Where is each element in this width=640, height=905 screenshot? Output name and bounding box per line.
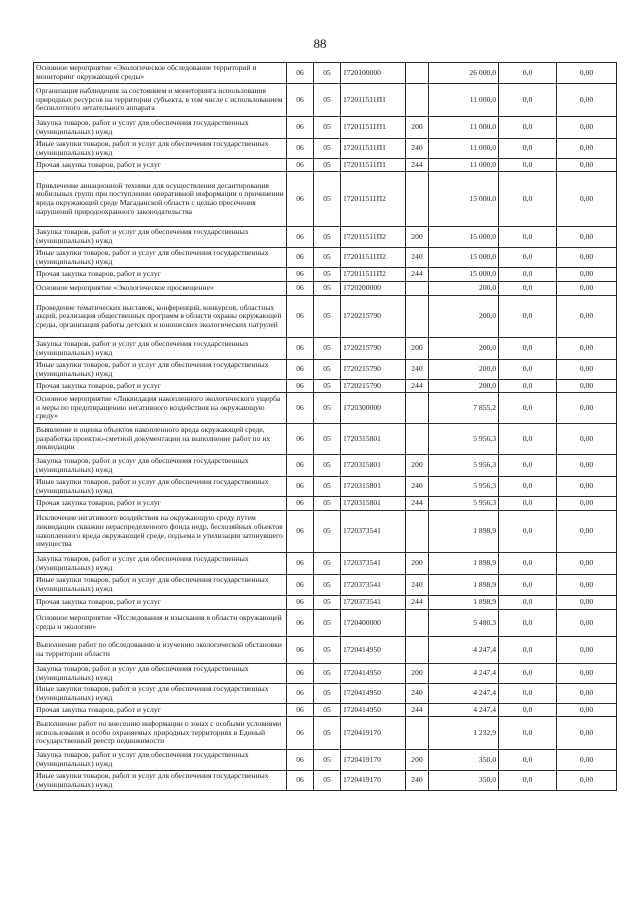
section-code-cell: 06 — [287, 360, 314, 380]
target-article-cell: 1720300000 — [341, 393, 406, 424]
amount-cell: 200,0 — [429, 296, 499, 338]
expense-name-cell: Выявление и оценка объектов накопленного вреда окружающей среде, разработка проектно-сметной документации на выполнение работ по их ликвидации — [34, 424, 287, 455]
expense-type-cell: 200 — [406, 338, 429, 360]
expense-type-cell: 240 — [406, 248, 429, 268]
target-article-cell: 1720419170 — [341, 750, 406, 771]
target-article-cell: 1720315801 — [341, 424, 406, 455]
amount-cell: 11 000,0 — [429, 139, 499, 159]
expense-type-cell: 244 — [406, 268, 429, 282]
target-article-cell: 1720100000 — [341, 63, 406, 84]
target-article-cell: 1720414950 — [341, 637, 406, 664]
subsection-code-cell: 05 — [314, 455, 341, 477]
value-2-cell: 0,0 — [499, 268, 557, 282]
value-2-cell: 0,0 — [499, 424, 557, 455]
value-2-cell: 0,0 — [499, 159, 557, 172]
target-article-cell: 1720215790 — [341, 360, 406, 380]
expense-type-cell — [406, 84, 429, 117]
table-row — [34, 338, 617, 360]
section-code-cell: 06 — [287, 84, 314, 117]
table-row — [34, 497, 617, 511]
section-code-cell: 06 — [287, 477, 314, 497]
value-2-cell: 0,0 — [499, 610, 557, 637]
expense-type-cell — [406, 172, 429, 227]
target-article-cell: 1720419170 — [341, 717, 406, 750]
value-2-cell: 0,0 — [499, 63, 557, 84]
section-code-cell: 06 — [287, 637, 314, 664]
value-3-cell: 0,00 — [557, 511, 617, 553]
subsection-code-cell: 05 — [314, 664, 341, 684]
subsection-code-cell: 05 — [314, 296, 341, 338]
expense-name-cell: Закупка товаров, работ и услуг для обеспечения государственных (муниципальных) нужд — [34, 455, 287, 477]
value-2-cell: 0,0 — [499, 637, 557, 664]
amount-cell: 350,0 — [429, 750, 499, 771]
value-3-cell: 0,00 — [557, 84, 617, 117]
table-row — [34, 704, 617, 717]
section-code-cell: 06 — [287, 172, 314, 227]
value-3-cell: 0,00 — [557, 139, 617, 159]
expense-name-cell: Основное мероприятие «Экологическое просвещение» — [34, 282, 287, 296]
target-article-cell: 1720373541 — [341, 553, 406, 575]
expense-name-cell: Исключение негативного воздействия на окружающую среду путем ликвидации скважин нераспределенного фонда недр, бесхозяйных объектов накопленного вреда окружающей среде, подъема и утилизации затонувшего имущества — [34, 511, 287, 553]
value-3-cell: 0,00 — [557, 704, 617, 717]
subsection-code-cell: 05 — [314, 704, 341, 717]
value-2-cell: 0,0 — [499, 248, 557, 268]
expense-name-cell: Проведение тематических выставок, конференций, конкурсов, областных акций, реализация общественных программ в области охраны окружающей среды, организация работы детских и юношеских экологических патрулей — [34, 296, 287, 338]
subsection-code-cell: 05 — [314, 172, 341, 227]
expense-name-cell: Основное мероприятие «Исследования и изыскания в области окружающей среды и экологии» — [34, 610, 287, 637]
subsection-code-cell: 05 — [314, 717, 341, 750]
amount-cell: 4 247,4 — [429, 684, 499, 704]
table-row — [34, 750, 617, 771]
subsection-code-cell: 05 — [314, 248, 341, 268]
amount-cell: 1 898,9 — [429, 596, 499, 610]
target-article-cell: 1720315801 — [341, 477, 406, 497]
expense-type-cell: 240 — [406, 477, 429, 497]
subsection-code-cell: 05 — [314, 84, 341, 117]
section-code-cell: 06 — [287, 248, 314, 268]
amount-cell: 5 956,3 — [429, 455, 499, 477]
page-number: 88 — [313, 36, 327, 51]
section-code-cell: 06 — [287, 380, 314, 393]
section-code-cell: 06 — [287, 139, 314, 159]
section-code-cell: 06 — [287, 511, 314, 553]
subsection-code-cell: 05 — [314, 424, 341, 455]
value-2-cell: 0,0 — [499, 477, 557, 497]
expense-name-cell: Закупка товаров, работ и услуг для обеспечения государственных (муниципальных) нужд — [34, 117, 287, 139]
expense-name-cell: Иные закупки товаров, работ и услуг для обеспечения государственных (муниципальных) нужд — [34, 477, 287, 497]
subsection-code-cell: 05 — [314, 596, 341, 610]
table-row — [34, 717, 617, 750]
value-3-cell: 0,00 — [557, 771, 617, 791]
amount-cell: 11 000,0 — [429, 84, 499, 117]
subsection-code-cell: 05 — [314, 117, 341, 139]
target-article-cell: 172011511П2 — [341, 227, 406, 248]
section-code-cell: 06 — [287, 393, 314, 424]
amount-cell: 1 898,9 — [429, 511, 499, 553]
expense-type-cell: 244 — [406, 159, 429, 172]
value-2-cell: 0,0 — [499, 117, 557, 139]
amount-cell: 15 000,0 — [429, 268, 499, 282]
target-article-cell: 1720419170 — [341, 771, 406, 791]
subsection-code-cell: 05 — [314, 282, 341, 296]
value-3-cell: 0,00 — [557, 248, 617, 268]
expense-name-cell: Основное мероприятие «Экологическое обследование территорий и мониторинг окружающей среды» — [34, 63, 287, 84]
expense-type-cell: 200 — [406, 664, 429, 684]
target-article-cell: 1720373541 — [341, 575, 406, 596]
section-code-cell: 06 — [287, 497, 314, 511]
subsection-code-cell: 05 — [314, 380, 341, 393]
value-3-cell: 0,00 — [557, 338, 617, 360]
section-code-cell: 06 — [287, 159, 314, 172]
amount-cell: 200,0 — [429, 338, 499, 360]
value-2-cell: 0,0 — [499, 84, 557, 117]
value-3-cell: 0,00 — [557, 664, 617, 684]
subsection-code-cell: 05 — [314, 477, 341, 497]
subsection-code-cell: 05 — [314, 268, 341, 282]
value-3-cell: 0,00 — [557, 497, 617, 511]
amount-cell: 1 898,9 — [429, 553, 499, 575]
expense-name-cell: Закупка товаров, работ и услуг для обеспечения государственных (муниципальных) нужд — [34, 338, 287, 360]
value-3-cell: 0,00 — [557, 596, 617, 610]
expense-type-cell: 244 — [406, 380, 429, 393]
target-article-cell: 172011511П2 — [341, 268, 406, 282]
table-row — [34, 637, 617, 664]
table-row — [34, 424, 617, 455]
table-row — [34, 664, 617, 684]
expense-name-cell: Выполнение работ по внесению информации о зонах с особыми условиями использования и особо охраняемых природных территориях в Единый государственный реестр недвижимости — [34, 717, 287, 750]
table-row — [34, 84, 617, 117]
expense-name-cell: Прочая закупка товаров, работ и услуг — [34, 704, 287, 717]
table-row — [34, 159, 617, 172]
section-code-cell: 06 — [287, 684, 314, 704]
table-row — [34, 172, 617, 227]
target-article-cell: 1720373541 — [341, 596, 406, 610]
target-article-cell: 1720215790 — [341, 296, 406, 338]
value-2-cell: 0,0 — [499, 393, 557, 424]
value-2-cell: 0,0 — [499, 296, 557, 338]
table-row — [34, 360, 617, 380]
table-row — [34, 268, 617, 282]
amount-cell: 4 247,4 — [429, 704, 499, 717]
expense-type-cell: 200 — [406, 227, 429, 248]
table-row — [34, 248, 617, 268]
target-article-cell: 172011511П1 — [341, 117, 406, 139]
expense-type-cell: 200 — [406, 553, 429, 575]
value-3-cell: 0,00 — [557, 424, 617, 455]
expense-name-cell: Закупка товаров, работ и услуг для обеспечения государственных (муниципальных) нужд — [34, 664, 287, 684]
expense-name-cell: Организация наблюдения за состоянием и мониторинга использования природных ресурсов на территории субъекта, в том числе с использованием беспилотного летательного аппарата — [34, 84, 287, 117]
amount-cell: 11 000,0 — [429, 117, 499, 139]
value-3-cell: 0,00 — [557, 750, 617, 771]
expense-type-cell: 200 — [406, 117, 429, 139]
value-2-cell: 0,0 — [499, 172, 557, 227]
expense-name-cell: Привлечение авиационной техники для осуществления десантирования мобильных групп при поступлении оперативной информации о причинении вреда окружающей среде Магаданской области с целью пресечения нарушений природоохранного законодательства — [34, 172, 287, 227]
value-3-cell: 0,00 — [557, 637, 617, 664]
section-code-cell: 06 — [287, 717, 314, 750]
expense-name-cell: Иные закупки товаров, работ и услуг для обеспечения государственных (муниципальных) нужд — [34, 248, 287, 268]
section-code-cell: 06 — [287, 338, 314, 360]
amount-cell: 11 000,0 — [429, 159, 499, 172]
expense-name-cell: Иные закупки товаров, работ и услуг для обеспечения государственных (муниципальных) нужд — [34, 575, 287, 596]
amount-cell: 7 855,2 — [429, 393, 499, 424]
value-3-cell: 0,00 — [557, 393, 617, 424]
subsection-code-cell: 05 — [314, 771, 341, 791]
target-article-cell: 172011511П2 — [341, 248, 406, 268]
value-3-cell: 0,00 — [557, 360, 617, 380]
section-code-cell: 06 — [287, 63, 314, 84]
value-3-cell: 0,00 — [557, 282, 617, 296]
value-3-cell: 0,00 — [557, 296, 617, 338]
value-2-cell: 0,0 — [499, 704, 557, 717]
subsection-code-cell: 05 — [314, 338, 341, 360]
expense-type-cell — [406, 511, 429, 553]
amount-cell: 350,0 — [429, 771, 499, 791]
table-row — [34, 282, 617, 296]
expense-name-cell: Прочая закупка товаров, работ и услуг — [34, 268, 287, 282]
value-2-cell: 0,0 — [499, 227, 557, 248]
subsection-code-cell: 05 — [314, 497, 341, 511]
table-row — [34, 596, 617, 610]
expense-type-cell: 240 — [406, 771, 429, 791]
expense-name-cell: Иные закупки товаров, работ и услуг для обеспечения государственных (муниципальных) нужд — [34, 139, 287, 159]
amount-cell: 1 232,9 — [429, 717, 499, 750]
amount-cell: 1 898,9 — [429, 575, 499, 596]
section-code-cell: 06 — [287, 771, 314, 791]
subsection-code-cell: 05 — [314, 360, 341, 380]
value-3-cell: 0,00 — [557, 172, 617, 227]
amount-cell: 4 247,4 — [429, 664, 499, 684]
subsection-code-cell: 05 — [314, 553, 341, 575]
section-code-cell: 06 — [287, 596, 314, 610]
expense-type-cell — [406, 282, 429, 296]
target-article-cell: 1720315801 — [341, 497, 406, 511]
expense-type-cell — [406, 637, 429, 664]
value-3-cell: 0,00 — [557, 717, 617, 750]
value-2-cell: 0,0 — [499, 750, 557, 771]
table-row — [34, 63, 617, 84]
amount-cell: 5 480,3 — [429, 610, 499, 637]
section-code-cell: 06 — [287, 268, 314, 282]
expense-name-cell: Основное мероприятие «Ликвидация накопленного экологического ущерба и меры по предотвращению негативного воздействия на окружающую среду» — [34, 393, 287, 424]
amount-cell: 26 000,0 — [429, 63, 499, 84]
table-row — [34, 227, 617, 248]
value-2-cell: 0,0 — [499, 664, 557, 684]
expense-type-cell: 240 — [406, 139, 429, 159]
expense-name-cell: Закупка товаров, работ и услуг для обеспечения государственных (муниципальных) нужд — [34, 553, 287, 575]
target-article-cell: 1720414950 — [341, 704, 406, 717]
expense-type-cell: 200 — [406, 455, 429, 477]
section-code-cell: 06 — [287, 424, 314, 455]
value-3-cell: 0,00 — [557, 553, 617, 575]
amount-cell: 5 956,3 — [429, 424, 499, 455]
target-article-cell: 1720200000 — [341, 282, 406, 296]
table-row — [34, 139, 617, 159]
table-row — [34, 393, 617, 424]
expense-type-cell — [406, 296, 429, 338]
subsection-code-cell: 05 — [314, 575, 341, 596]
amount-cell: 5 956,3 — [429, 477, 499, 497]
expense-name-cell: Прочая закупка товаров, работ и услуг — [34, 159, 287, 172]
target-article-cell: 1720315801 — [341, 455, 406, 477]
target-article-cell: 172011511П1 — [341, 139, 406, 159]
table-row — [34, 296, 617, 338]
expense-type-cell: 240 — [406, 575, 429, 596]
expense-name-cell: Прочая закупка товаров, работ и услуг — [34, 497, 287, 511]
amount-cell: 15 000,0 — [429, 227, 499, 248]
value-2-cell: 0,0 — [499, 511, 557, 553]
table-row — [34, 771, 617, 791]
section-code-cell: 06 — [287, 455, 314, 477]
amount-cell: 5 956,3 — [429, 497, 499, 511]
expense-name-cell: Закупка товаров, работ и услуг для обеспечения государственных (муниципальных) нужд — [34, 227, 287, 248]
value-2-cell: 0,0 — [499, 684, 557, 704]
table-row — [34, 610, 617, 637]
section-code-cell: 06 — [287, 575, 314, 596]
value-3-cell: 0,00 — [557, 575, 617, 596]
expense-type-cell — [406, 610, 429, 637]
section-code-cell: 06 — [287, 282, 314, 296]
value-3-cell: 0,00 — [557, 610, 617, 637]
value-3-cell: 0,00 — [557, 159, 617, 172]
section-code-cell: 06 — [287, 704, 314, 717]
value-3-cell: 0,00 — [557, 380, 617, 393]
value-3-cell: 0,00 — [557, 455, 617, 477]
target-article-cell: 1720414950 — [341, 684, 406, 704]
table-row — [34, 553, 617, 575]
table-row — [34, 117, 617, 139]
section-code-cell: 06 — [287, 664, 314, 684]
value-2-cell: 0,0 — [499, 360, 557, 380]
expense-type-cell: 240 — [406, 684, 429, 704]
value-3-cell: 0,00 — [557, 684, 617, 704]
table-row — [34, 511, 617, 553]
table-row — [34, 380, 617, 393]
amount-cell: 200,0 — [429, 360, 499, 380]
expense-type-cell: 244 — [406, 497, 429, 511]
expense-type-cell — [406, 393, 429, 424]
value-2-cell: 0,0 — [499, 717, 557, 750]
subsection-code-cell: 05 — [314, 227, 341, 248]
budget-table — [33, 62, 617, 791]
expense-type-cell — [406, 717, 429, 750]
amount-cell: 4 247,4 — [429, 637, 499, 664]
subsection-code-cell: 05 — [314, 393, 341, 424]
expense-name-cell: Выполнение работ по обследованию и изучению экологической обстановки на территории области — [34, 637, 287, 664]
amount-cell: 200,0 — [429, 282, 499, 296]
expense-name-cell: Иные закупки товаров, работ и услуг для обеспечения государственных (муниципальных) нужд — [34, 684, 287, 704]
subsection-code-cell: 05 — [314, 159, 341, 172]
target-article-cell: 172011511П1 — [341, 84, 406, 117]
section-code-cell: 06 — [287, 610, 314, 637]
subsection-code-cell: 05 — [314, 750, 341, 771]
expense-name-cell: Прочая закупка товаров, работ и услуг — [34, 380, 287, 393]
value-3-cell: 0,00 — [557, 63, 617, 84]
value-2-cell: 0,0 — [499, 771, 557, 791]
table-row — [34, 575, 617, 596]
value-2-cell: 0,0 — [499, 139, 557, 159]
section-code-cell: 06 — [287, 296, 314, 338]
value-2-cell: 0,0 — [499, 497, 557, 511]
target-article-cell: 1720215790 — [341, 380, 406, 393]
amount-cell: 200,0 — [429, 380, 499, 393]
section-code-cell: 06 — [287, 750, 314, 771]
expense-type-cell: 244 — [406, 704, 429, 717]
table-row — [34, 477, 617, 497]
expense-type-cell — [406, 424, 429, 455]
value-2-cell: 0,0 — [499, 455, 557, 477]
expense-type-cell: 244 — [406, 596, 429, 610]
value-2-cell: 0,0 — [499, 380, 557, 393]
value-2-cell: 0,0 — [499, 575, 557, 596]
section-code-cell: 06 — [287, 227, 314, 248]
subsection-code-cell: 05 — [314, 637, 341, 664]
subsection-code-cell: 05 — [314, 63, 341, 84]
subsection-code-cell: 05 — [314, 610, 341, 637]
amount-cell: 15 000,0 — [429, 172, 499, 227]
expense-name-cell: Закупка товаров, работ и услуг для обеспечения государственных (муниципальных) нужд — [34, 750, 287, 771]
target-article-cell: 1720414950 — [341, 664, 406, 684]
value-2-cell: 0,0 — [499, 596, 557, 610]
amount-cell: 15 000,0 — [429, 248, 499, 268]
expense-name-cell: Иные закупки товаров, работ и услуг для обеспечения государственных (муниципальных) нужд — [34, 360, 287, 380]
value-3-cell: 0,00 — [557, 268, 617, 282]
target-article-cell: 1720215790 — [341, 338, 406, 360]
section-code-cell: 06 — [287, 553, 314, 575]
table-row — [34, 455, 617, 477]
budget-table-body — [34, 63, 617, 791]
section-code-cell: 06 — [287, 117, 314, 139]
value-2-cell: 0,0 — [499, 553, 557, 575]
target-article-cell: 172011511П2 — [341, 172, 406, 227]
value-3-cell: 0,00 — [557, 117, 617, 139]
target-article-cell: 1720400000 — [341, 610, 406, 637]
expense-type-cell — [406, 63, 429, 84]
table-row — [34, 684, 617, 704]
expense-type-cell: 240 — [406, 360, 429, 380]
expense-name-cell: Прочая закупка товаров, работ и услуг — [34, 596, 287, 610]
expense-name-cell: Иные закупки товаров, работ и услуг для обеспечения государственных (муниципальных) нужд — [34, 771, 287, 791]
value-2-cell: 0,0 — [499, 282, 557, 296]
subsection-code-cell: 05 — [314, 139, 341, 159]
target-article-cell: 1720373541 — [341, 511, 406, 553]
target-article-cell: 172011511П1 — [341, 159, 406, 172]
subsection-code-cell: 05 — [314, 511, 341, 553]
value-3-cell: 0,00 — [557, 477, 617, 497]
subsection-code-cell: 05 — [314, 684, 341, 704]
value-3-cell: 0,00 — [557, 227, 617, 248]
value-2-cell: 0,0 — [499, 338, 557, 360]
expense-type-cell: 200 — [406, 750, 429, 771]
